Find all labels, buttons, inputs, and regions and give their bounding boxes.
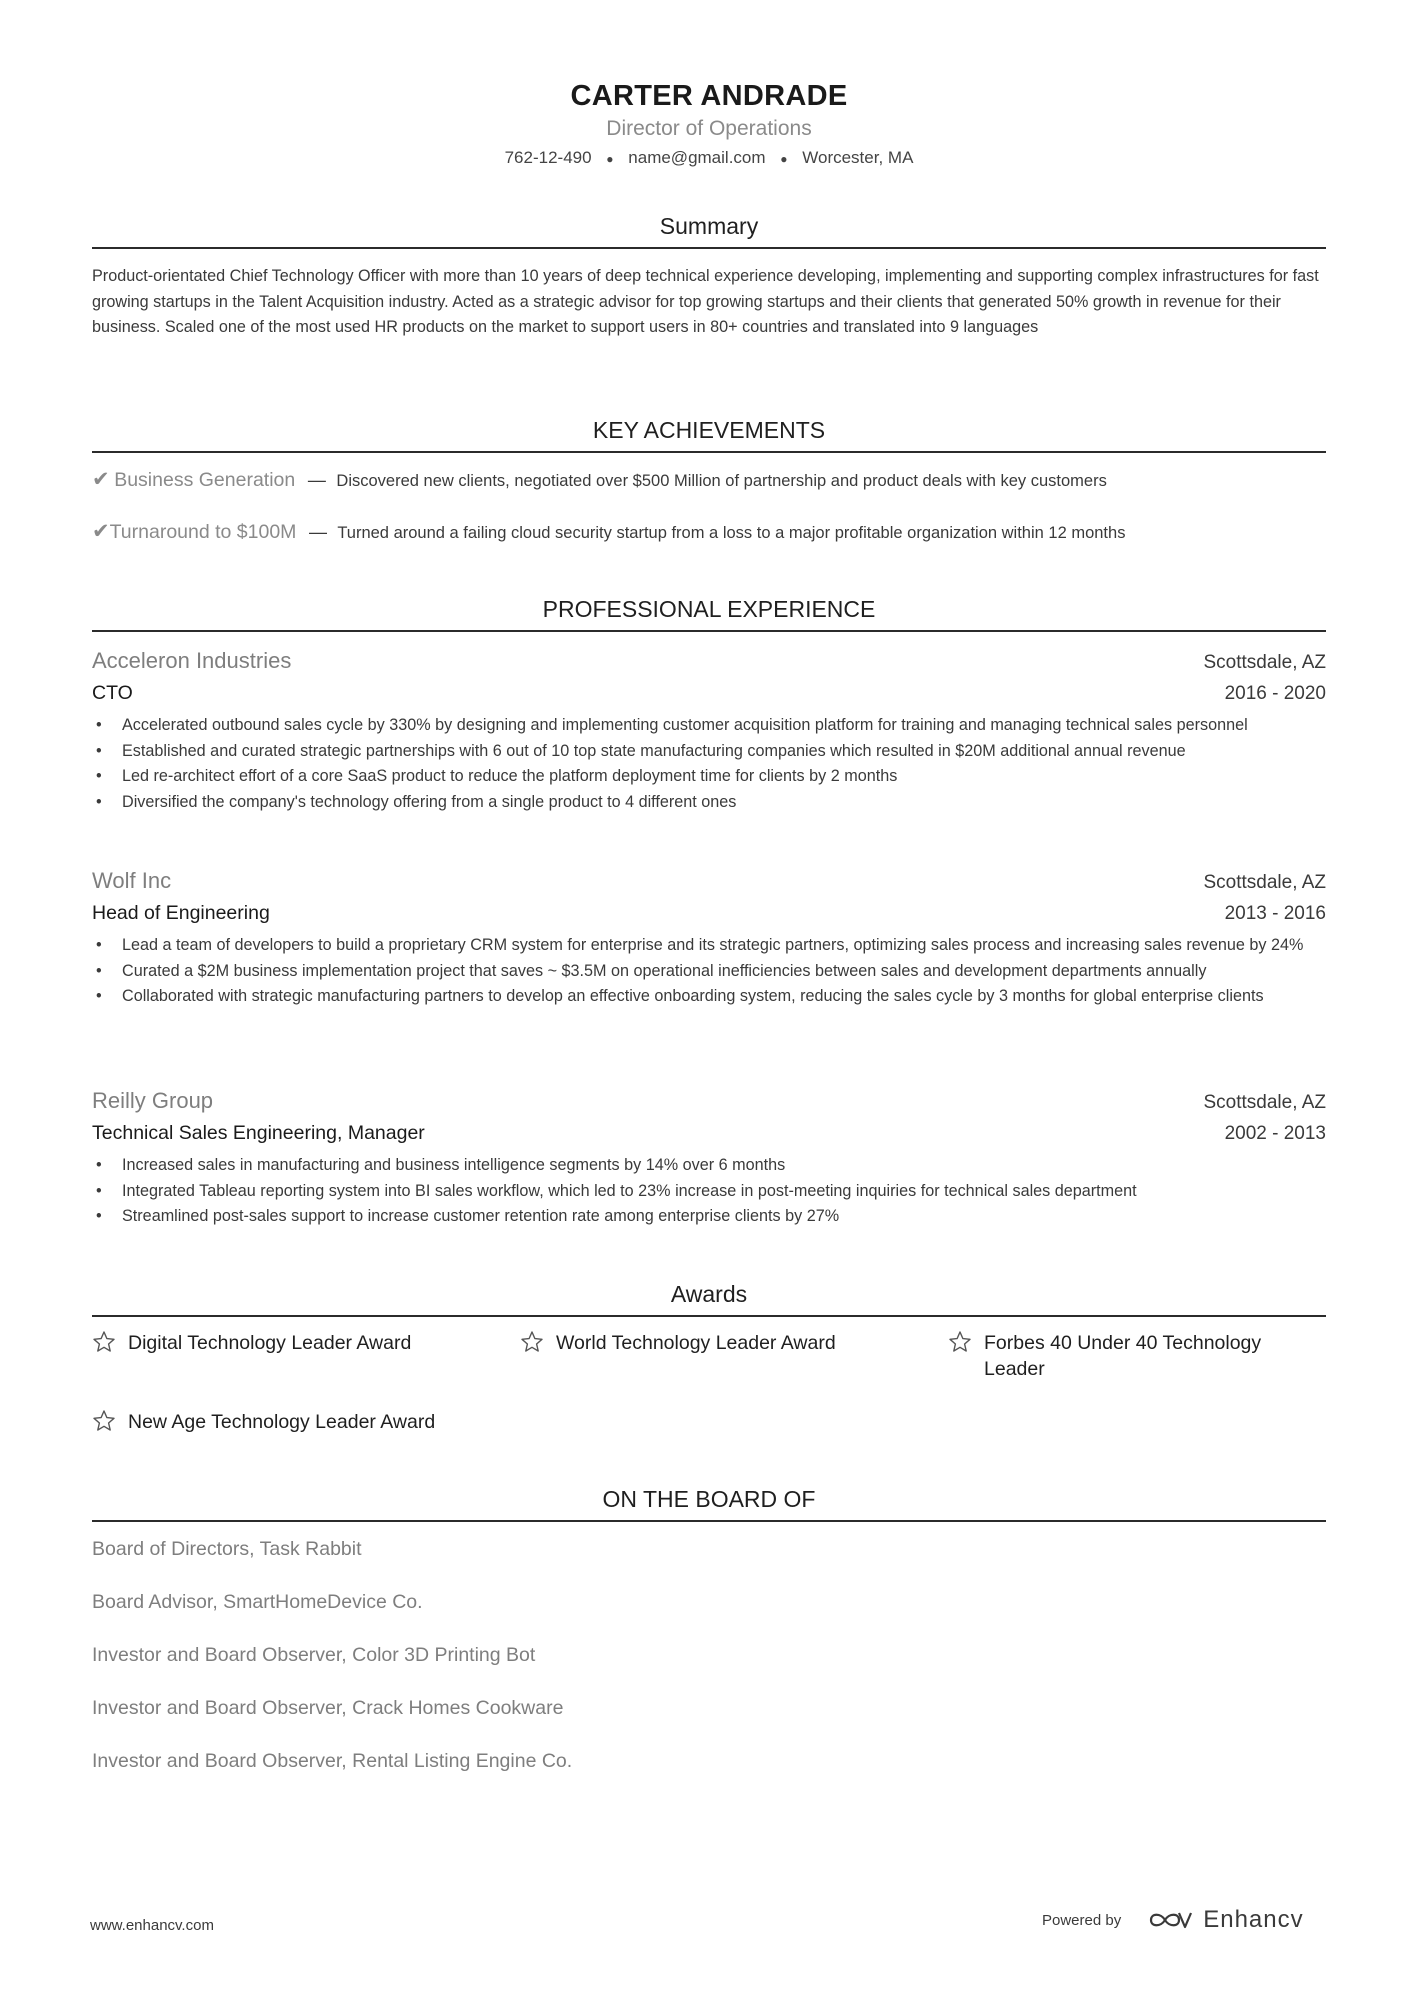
job-location: Scottsdale, AZ bbox=[1203, 1092, 1326, 1113]
star-outline-icon bbox=[92, 1330, 116, 1354]
job-bullets bbox=[92, 1153, 1326, 1230]
star-outline-icon bbox=[92, 1409, 116, 1433]
separator-dot-icon: ● bbox=[780, 151, 788, 166]
list-item: • Accelerated outbound sales cycle by 330% by designing and implementing customer acquisition platform for training and managing technical sales personnel bbox=[92, 713, 1326, 739]
job-dates: 2002 - 2013 bbox=[1224, 1123, 1326, 1144]
award-name: Forbes 40 Under 40 Technology Leader bbox=[984, 1332, 1262, 1380]
board-heading: ON THE BOARD OF bbox=[92, 1483, 1326, 1522]
footer-branding bbox=[1042, 1906, 1304, 1934]
star-outline-icon bbox=[520, 1330, 544, 1354]
job-bullets bbox=[92, 933, 1326, 1010]
achievement-text: Turned around a failing cloud security startup from a loss to a major profitable organization within 12 months bbox=[337, 524, 1126, 542]
job-bullets bbox=[92, 713, 1326, 815]
board-item: Board Advisor, SmartHomeDevice Co. bbox=[92, 1591, 423, 1613]
board-item: Board of Directors, Task Rabbit bbox=[92, 1538, 362, 1560]
job-dates: 2016 - 2020 bbox=[1224, 683, 1326, 704]
list-item: • Curated a $2M business implementation project that saves ~ $3.5M on operational inefficiencies between sales and development departments annually bbox=[92, 959, 1326, 985]
job-location: Scottsdale, AZ bbox=[1203, 872, 1326, 893]
achievement-title: Business Generation bbox=[114, 469, 296, 491]
list-item: • Integrated Tableau reporting system into BI sales workflow, which led to 23% increase in post-meeting inquiries for technical sales department bbox=[92, 1179, 1326, 1205]
achievements-heading: KEY ACHIEVEMENTS bbox=[92, 414, 1326, 453]
enhancv-logo-icon bbox=[1147, 1907, 1195, 1933]
board-item: Investor and Board Observer, Color 3D Printing Bot bbox=[92, 1644, 536, 1666]
award-name: New Age Technology Leader Award bbox=[128, 1411, 436, 1433]
award-item bbox=[92, 1409, 492, 1435]
achievement-title: Turnaround to $100M bbox=[109, 521, 297, 543]
list-item: • Increased sales in manufacturing and business intelligence segments by 14% over 6 months bbox=[92, 1153, 1326, 1179]
list-item: • Led re-architect effort of a core SaaS product to reduce the platform deployment time for clients by 2 months bbox=[92, 764, 1326, 790]
job-entry bbox=[92, 645, 1326, 815]
resume-page bbox=[92, 0, 1326, 1995]
job-role: Technical Sales Engineering, Manager bbox=[92, 1122, 425, 1144]
checkmark-icon: ✔ bbox=[92, 520, 110, 543]
job-role: CTO bbox=[92, 682, 133, 704]
candidate-name: CARTER ANDRADE bbox=[570, 80, 848, 112]
separator-dot-icon: ● bbox=[606, 151, 614, 166]
company-name: Reilly Group bbox=[92, 1088, 214, 1113]
candidate-title: Director of Operations bbox=[606, 117, 812, 140]
list-item: • Diversified the company's technology offering from a single product to 4 different ones bbox=[92, 790, 1326, 816]
list-item: • Collaborated with strategic manufacturing partners to develop an effective onboarding system, reducing the sales cycle by 3 months for global enterprise clients bbox=[92, 984, 1326, 1010]
resume-header bbox=[92, 78, 1326, 173]
footer-website: www.enhancv.com bbox=[90, 1917, 214, 1934]
summary-text: Product-orientated Chief Technology Officer with more than 10 years of deep technical experience developing, implementing and supporting complex infrastructures for fast growing startups in the Talent Acquisition industry. Acted as a strategic advisor for top growing startups and their clients that generated 50% growth in revenue for their business. Scaled one of the most used HR products on the market to support users in 80+ countries and translated into 9 languages bbox=[92, 267, 1319, 337]
contact-line bbox=[92, 144, 1326, 173]
star-outline-icon bbox=[948, 1330, 972, 1354]
phone: 762-12-490 bbox=[504, 148, 592, 167]
list-item: • Established and curated strategic partnerships with 6 out of 10 top state manufacturing companies which resulted in $20M additional annual revenue bbox=[92, 739, 1326, 765]
company-name: Wolf Inc bbox=[92, 868, 172, 893]
board-item: Investor and Board Observer, Crack Homes Cookware bbox=[92, 1697, 564, 1719]
list-item: • Streamlined post-sales support to increase customer retention rate among enterprise clients by 27% bbox=[92, 1204, 1326, 1230]
job-entry bbox=[92, 1085, 1326, 1230]
email: name@gmail.com bbox=[628, 148, 766, 167]
job-role: Head of Engineering bbox=[92, 902, 270, 924]
achievement-item: ✔ Business Generation — Discovered new clients, negotiated over $500 Million of partnership and product deals with key customers bbox=[92, 468, 1107, 491]
company-name: Acceleron Industries bbox=[92, 648, 292, 673]
summary-heading: Summary bbox=[92, 210, 1326, 249]
achievement-item: ✔Turnaround to $100M — Turned around a failing cloud security startup from a loss to a major profitable organization within 12 months bbox=[92, 520, 1126, 543]
award-item bbox=[520, 1330, 920, 1356]
location: Worcester, MA bbox=[802, 148, 914, 167]
checkmark-icon: ✔ bbox=[92, 468, 110, 491]
board-item: Investor and Board Observer, Rental Listing Engine Co. bbox=[92, 1750, 573, 1772]
awards-heading: Awards bbox=[92, 1278, 1326, 1317]
job-location: Scottsdale, AZ bbox=[1203, 652, 1326, 673]
award-item bbox=[948, 1330, 1278, 1382]
award-name: Digital Technology Leader Award bbox=[128, 1332, 412, 1354]
list-item: • Lead a team of developers to build a proprietary CRM system for enterprise and its strategic partners, optimizing sales process and increasing sales revenue by 24% bbox=[92, 933, 1326, 959]
award-item bbox=[92, 1330, 492, 1356]
experience-heading: PROFESSIONAL EXPERIENCE bbox=[92, 593, 1326, 632]
brand-name: Enhancv bbox=[1203, 1906, 1304, 1933]
job-entry bbox=[92, 865, 1326, 1010]
award-name: World Technology Leader Award bbox=[556, 1332, 836, 1354]
achievement-text: Discovered new clients, negotiated over $500 Million of partnership and product deals with key customers bbox=[336, 472, 1107, 490]
powered-by-label: Powered by bbox=[1042, 1911, 1122, 1929]
job-dates: 2013 - 2016 bbox=[1224, 903, 1326, 924]
